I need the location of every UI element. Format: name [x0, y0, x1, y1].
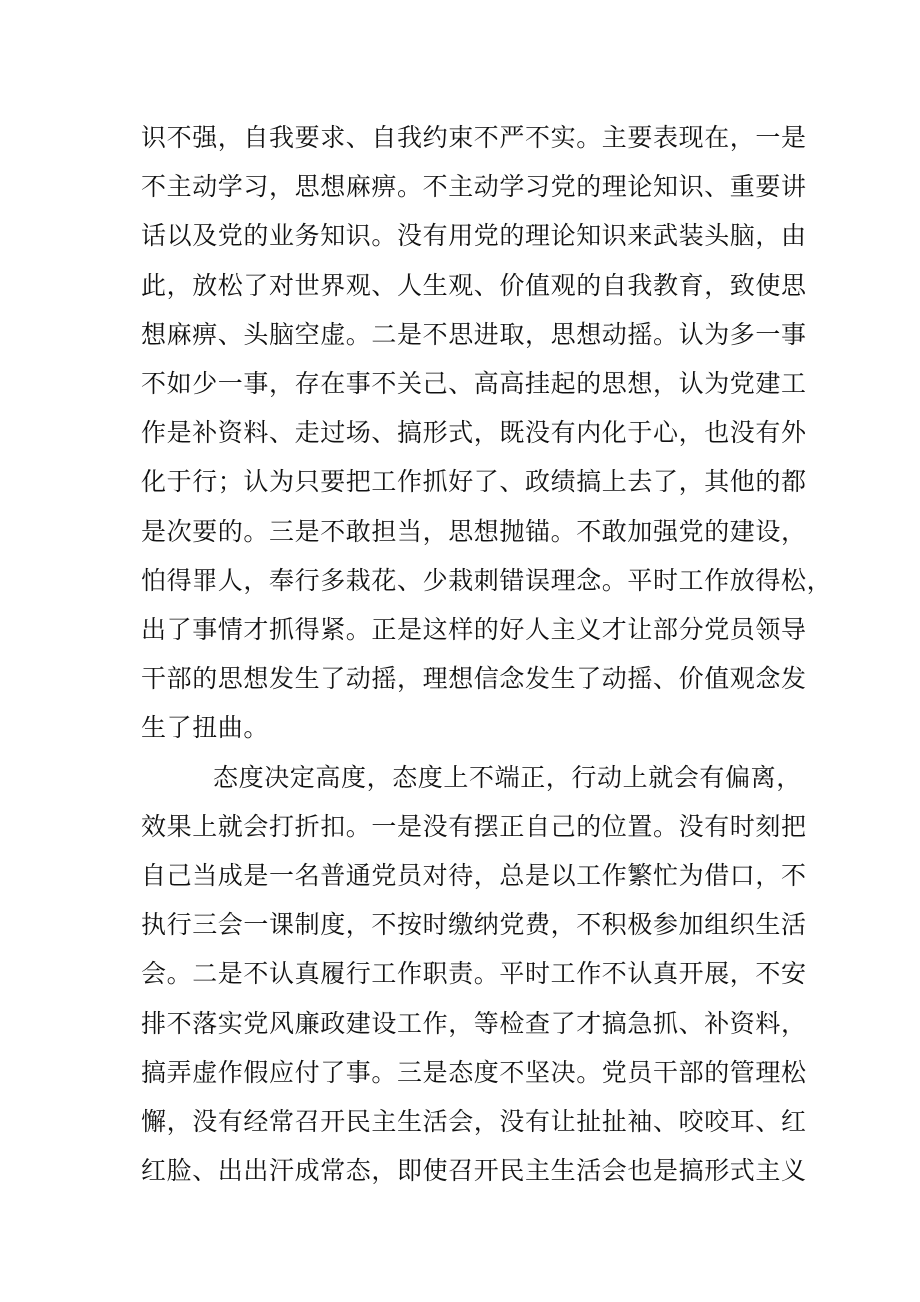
text-line: 是次要的。三是不敢担当，思想抛锚。不敢加强党的建设，: [141, 516, 807, 546]
text-line: 效果上就会打折扣。一是没有摆正自己的位置。没有时刻把: [141, 811, 807, 841]
text-line: 执行三会一课制度，不按时缴纳党费，不积极参加组织生活: [141, 910, 807, 940]
text-line: 会。二是不认真履行工作职责。平时工作不认真开展，不安: [141, 959, 807, 989]
text-line: 排不落实党风廉政建设工作，等检查了才搞急抓、补资料，: [141, 1008, 807, 1038]
text-line: 不主动学习，思想麻痹。不主动学习党的理论知识、重要讲: [141, 172, 807, 202]
text-line: 干部的思想发生了动摇，理想信念发生了动摇、价值观念发: [141, 664, 807, 694]
text-line: 想麻痹、头脑空虚。二是不思进取，思想动摇。认为多一事: [141, 319, 807, 349]
text-line: 怕得罪人，奉行多栽花、少栽刺错误理念。平时工作放得松，: [141, 565, 833, 595]
text-line: 化于行；认为只要把工作抓好了、政绩搞上去了，其他的都: [141, 467, 807, 497]
text-line: 作是补资料、走过场、搞形式，既没有内化于心，也没有外: [141, 418, 807, 448]
text-line: 红脸、出出汗成常态，即使召开民主生活会也是搞形式主义: [141, 1156, 807, 1186]
text-line: 此，放松了对世界观、人生观、价值观的自我教育，致使思: [141, 270, 807, 300]
text-line: 出了事情才抓得紧。正是这样的好人主义才让部分党员领导: [141, 615, 807, 645]
paragraph-first-line: 态度决定高度，态度上不端正，行动上就会有偏离，: [213, 762, 802, 792]
paragraph-end-line: 生了扭曲。: [141, 713, 270, 743]
text-line: 不如少一事，存在事不关己、高高挂起的思想，认为党建工: [141, 369, 807, 399]
text-line: 话以及党的业务知识。没有用党的理论知识来武装头脑，由: [141, 221, 807, 251]
text-line: 自己当成是一名普通党员对待，总是以工作繁忙为借口，不: [141, 861, 807, 891]
document-body: [141, 113, 833, 1195]
text-line: 懈，没有经常召开民主生活会，没有让扯扯袖、咬咬耳、红: [141, 1107, 807, 1137]
text-line: 搞弄虚作假应付了事。三是态度不坚决。党员干部的管理松: [141, 1057, 807, 1087]
text-line: 识不强，自我要求、自我约束不严不实。主要表现在，一是: [141, 123, 807, 152]
